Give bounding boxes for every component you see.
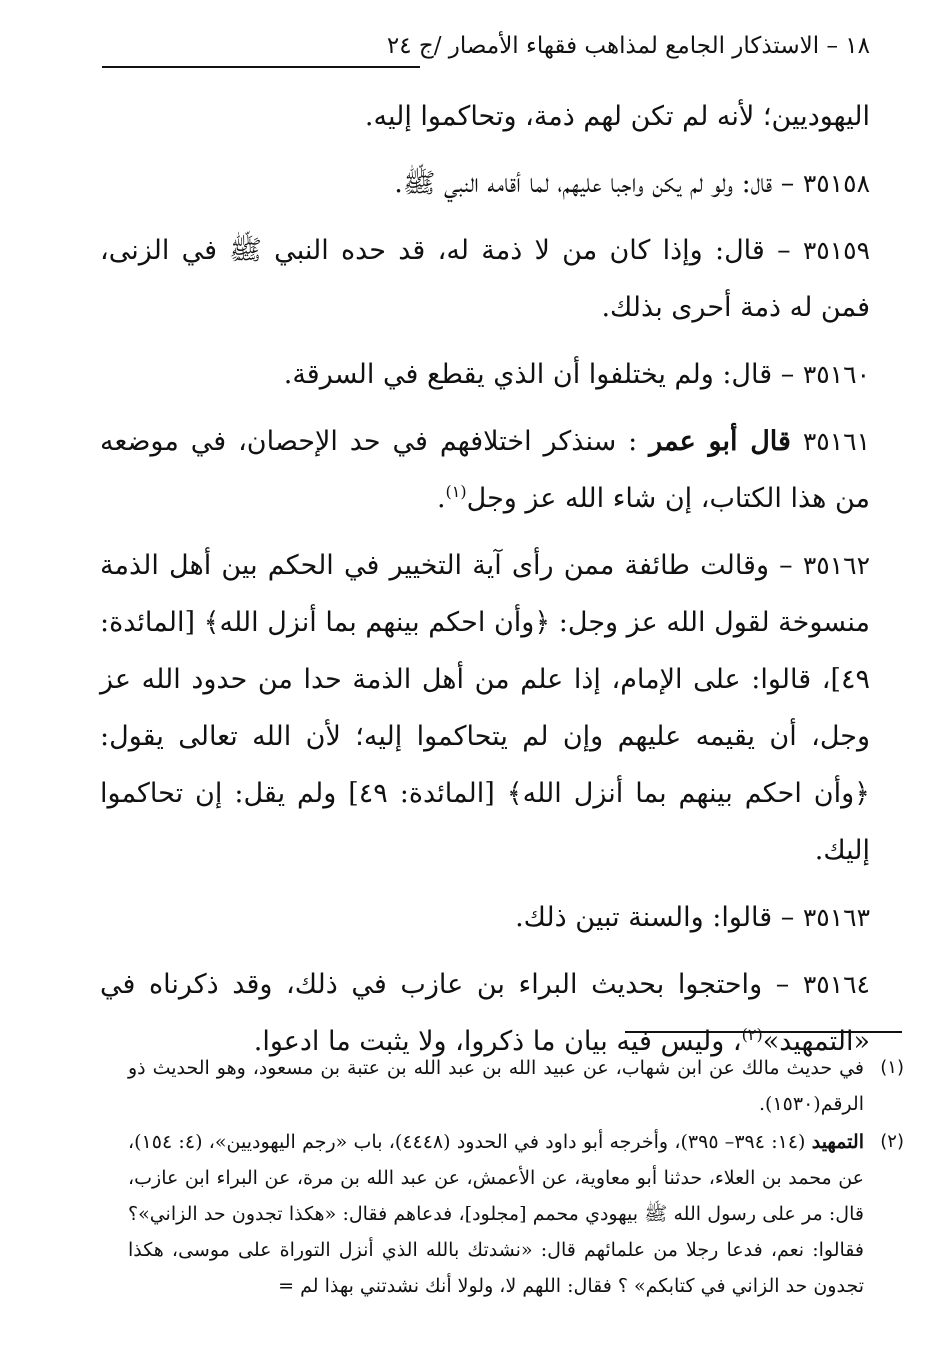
paragraph-number: ٣٥١٦٢ [802,551,870,580]
paragraph-text: – وقالت طائفة ممن رأى آية التخيير في الحكم بين أهل الذمة منسوخة لقول الله عز وجل: ﴿وأن احكم بينهم بما أنزل الله﴾ [المائدة: ٤٩]، قالوا: على الإمام، إذا علم من أهل الذمة حدا من حدود الله عز وجل، أن يقيمه عليهم وإن لم يتحاكموا إليه؛ لأن الله تعالى يقول: ﴿وأن احكم بينهم بما أنزل الله﴾ [المائدة: ٤٩] ولم يقل: إن تحاكموا إليك. [100,550,870,866]
paragraph-text: – واحتجوا بحديث البراء بن عازب في ذلك، وقد ذكرناه في «التمهيد» [100,969,870,1057]
paragraph-number: ٣٥١٦٤ [802,970,870,999]
paragraph [100,222,870,336]
paragraph-tail: . [436,483,446,514]
paragraph [100,88,870,145]
footnote-text: (١٤: ٣٩٤– ٣٩٥)، وأخرجه أبو داود في الحدود (٤٤٤٨)، باب «رجم اليهوديين»، (٤: ١٥٤)، عن محمد بن العلاء، حدثنا أبو معاوية، عن الأعمش، عن عبد الله بن مرة، عن البراء ابن عازب، قال: مر على رسول الله ﷺ بيهودي محمم [مجلود]، فدعاهم فقال: «هكذا تجدون حد الزاني»؟ فقالوا: نعم، فدعا رجلا من علمائهم قال: «نشدتك بالله الذي أنزل التوراة على موسى، هكذا تجدون حد الزاني في كتابكم» ؟ فقال: اللهم لا، ولولا أنك نشدتني بهذا لم = [128,1131,864,1297]
paragraph-text: – قالوا: والسنة تبين ذلك. [515,902,795,933]
footnote [128,1124,904,1304]
footnote [128,1050,904,1122]
footnote-source-title: التمهيد [811,1131,864,1153]
paragraph-number: ٣٥١٥٨ [802,169,870,198]
paragraph-number: ٣٥١٦٣ [802,903,870,932]
paragraph-text: – قال: ولم يختلفوا أن الذي يقطع في السرقة. [283,359,795,390]
paragraph [100,155,870,212]
footnote-text: في حديث مالك عن ابن شهاب، عن عبيد الله بن عبد الله بن عتبة بن مسعود، وهو الحديث ذو الرقم(١٥٣٠). [128,1057,864,1115]
paragraph [100,346,870,403]
paragraph-number: ٣٥١٦٠ [802,360,870,389]
paragraph-text: – قال: وإذا كان من لا ذمة له، قد حده النبي ﷺ في الزنى، فمن له ذمة أحرى بذلك. [100,235,870,323]
running-header: ١٨ – الاستذكار الجامع لمذاهب فقهاء الأمصار /ج ٢٤ [386,33,870,59]
footnote-rule [625,1031,902,1033]
paragraph-text: – قال: ولو لم يكن واجبا عليهم، لما أقامه النبي ﷺ. [394,168,795,199]
paragraph-tail: ، وليس فيه بيان ما ذكروا، ولا يثبت ما ادعوا. [253,1026,742,1057]
main-text [100,88,870,1070]
paragraph-text: اليهوديين؛ لأنه لم تكن لهم ذمة، وتحاكموا إليه. [364,101,870,132]
paragraph [100,537,870,879]
footnote-ref: (٢) [741,1025,763,1044]
paragraph-text: : سنذكر اختلافهم في حد الإحصان، في موضعه من هذا الكتاب، إن شاء الله عز وجل [100,426,870,514]
footnote-number: (٢) [880,1131,904,1152]
header-rule [102,66,420,68]
paragraph [100,889,870,946]
paragraph [100,413,870,527]
paragraph-number: ٣٥١٥٩ [802,236,871,265]
footnote-ref: (١) [445,482,467,501]
footnote-number: (١) [880,1057,904,1078]
speaker-name: قال أبو عمر [649,426,791,457]
paragraph-number: ٣٥١٦١ [802,427,871,456]
footnotes [128,1050,904,1306]
